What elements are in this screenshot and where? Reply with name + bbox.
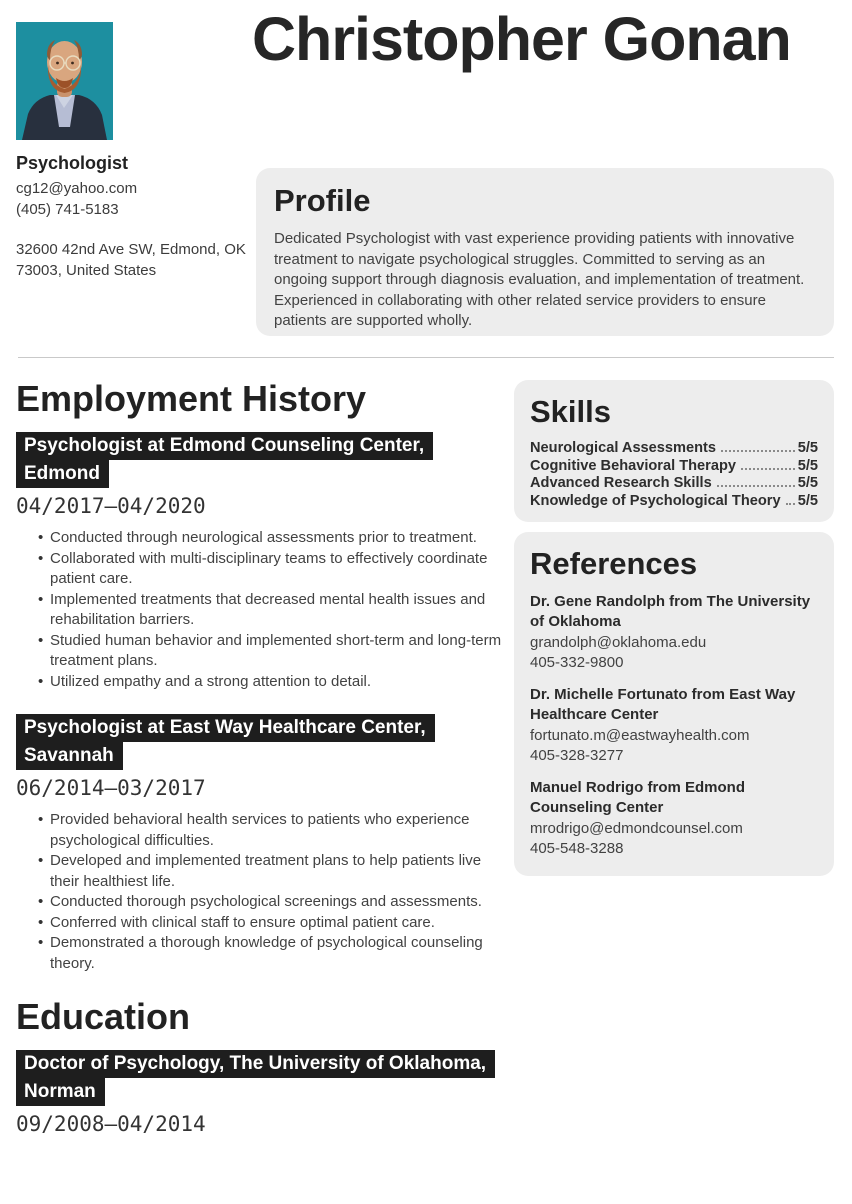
reference-entry (530, 778, 818, 858)
job-duty: • Conducted thorough psychological screenings and assessments. (38, 892, 510, 913)
skill-name: Cognitive Behavioral Therapy (530, 457, 736, 474)
skill-level: 5/5 (797, 440, 818, 456)
section-divider (18, 357, 834, 358)
job-duty: • Demonstrated a thorough knowledge of psychological counseling theory. (38, 933, 510, 974)
reference-phone: 405-548-3288 (530, 839, 624, 857)
job-dates: 04/2017—04/2020 (16, 494, 206, 518)
skill-level: 5/5 (797, 457, 818, 474)
person-email: cg12@yahoo.com (16, 180, 138, 197)
education-title-chip (16, 1050, 528, 1106)
education-dates: 09/2008—04/2014 (16, 1112, 206, 1136)
references-heading: References (530, 546, 698, 581)
job-title-chip (16, 432, 510, 488)
reference-email: grandolph@oklahoma.edu (530, 634, 707, 651)
education-title-line: Doctor of Psychology, The University of Oklahoma, (16, 1050, 495, 1078)
skill-row (530, 440, 818, 458)
contact-block (16, 151, 254, 281)
job-duty: • Provided behavioral health services to patients who experience psychological difficulties. (38, 810, 510, 851)
skill-name: Knowledge of Psychological Theory (530, 492, 781, 509)
job-entry (16, 714, 510, 974)
skills-section (514, 380, 834, 522)
skill-leader-dots (717, 485, 795, 487)
skill-level: 5/5 (797, 475, 818, 491)
skill-row (530, 475, 818, 493)
profile-text: Dedicated Psychologist with vast experience providing patients with innovative treatment to navigate psychological struggles. Committed to serving as an ongoing support through diagnosis evaluation, and implementation of treatment. Experienced in collaborating with other related service providers to ensure patients are supported wholly. (274, 230, 805, 329)
person-name: Christopher Gonan (252, 5, 791, 73)
reference-name: Dr. Gene Randolph from The University of Oklahoma (530, 593, 811, 630)
employment-history-section (16, 378, 510, 996)
skill-leader-dots (786, 503, 795, 505)
job-dates: 06/2014—03/2017 (16, 776, 206, 800)
reference-phone: 405-328-3277 (530, 746, 624, 764)
profile-photo (16, 22, 113, 140)
job-duties-list (16, 528, 510, 692)
reference-entry (530, 592, 818, 672)
job-duty: • Utilized empathy and a strong attention to detail. (38, 672, 510, 693)
job-duty: • Collaborated with multi-disciplinary teams to effectively coordinate patient care. (38, 549, 510, 590)
skill-level: 5/5 (797, 492, 818, 509)
job-title-chip (16, 714, 510, 770)
job-title-line: Edmond (16, 460, 109, 488)
skill-name: Advanced Research Skills (530, 475, 712, 491)
job-duty: • Studied human behavior and implemented short-term and long-term treatment plans. (38, 631, 510, 672)
education-title-line: Norman (16, 1078, 105, 1106)
reference-entry (530, 685, 818, 765)
reference-name: Dr. Michelle Fortunato from East Way Healthcare Center (530, 686, 796, 723)
education-section (16, 996, 528, 1146)
skill-name: Neurological Assessments (530, 440, 717, 456)
job-title-line: Psychologist at East Way Healthcare Center, (16, 714, 435, 742)
reference-email: mrodrigo@edmondcounsel.com (530, 820, 743, 837)
person-address-line1: 32600 42nd Ave SW, Edmond, OK (16, 241, 246, 258)
skill-row (530, 458, 818, 476)
skill-leader-dots (721, 450, 795, 452)
employment-heading: Employment History (16, 378, 367, 419)
job-duties-list (16, 810, 510, 974)
person-address-line2: 73003, United States (16, 262, 157, 279)
profile-heading: Profile (274, 183, 371, 218)
job-duty: • Conferred with clinical staff to ensure optimal patient care. (38, 913, 510, 934)
references-section (514, 532, 834, 876)
job-entry (16, 432, 510, 692)
skills-heading: Skills (530, 394, 611, 429)
reference-name: Manuel Rodrigo from Edmond Counseling Center (530, 779, 745, 816)
job-duty: • Conducted through neurological assessments prior to treatment. (38, 528, 510, 549)
job-duty: • Developed and implemented treatment plans to help patients live their healthiest life. (38, 851, 510, 892)
reference-email: fortunato.m@eastwayhealth.com (530, 727, 750, 744)
person-job-title: Psychologist (16, 153, 129, 173)
education-heading: Education (16, 996, 191, 1037)
profile-photo-illustration (16, 22, 113, 140)
education-entry (16, 1050, 528, 1137)
skill-leader-dots (741, 468, 795, 470)
person-phone: (405) 741-5183 (16, 201, 119, 218)
reference-phone: 405-332-9800 (530, 653, 624, 671)
job-title-line: Savannah (16, 742, 123, 770)
job-duty: • Implemented treatments that decreased mental health issues and rehabilitation barriers. (38, 590, 510, 631)
profile-section (256, 168, 834, 336)
skill-row (530, 493, 818, 511)
job-title-line: Psychologist at Edmond Counseling Center, (16, 432, 433, 460)
